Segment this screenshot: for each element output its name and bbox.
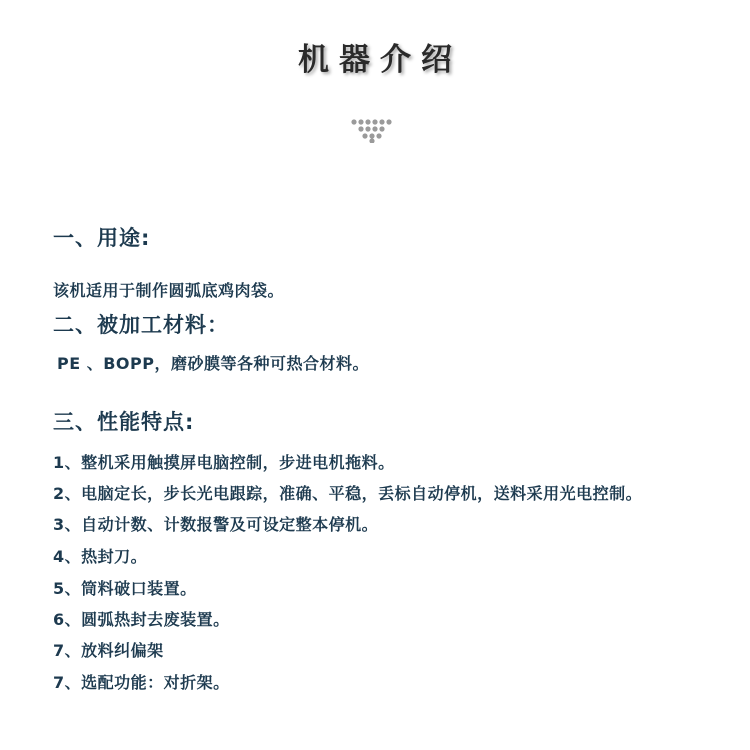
feature-item: 2、电脑定长，步长光电跟踪，准确、平稳，丢标自动停机，送料采用光电控制。 xyxy=(53,484,643,503)
usage-text: 该机适用于制作圆弧底鸡肉袋。 xyxy=(53,281,285,300)
dot-triangle-icon xyxy=(351,119,393,143)
feature-item: 4、热封刀。 xyxy=(53,547,148,566)
section-heading-material: 二、被加工材料： xyxy=(53,313,229,337)
feature-item: 6、圆弧热封去废装置。 xyxy=(53,610,230,629)
page-title: 机器介绍 xyxy=(298,42,462,78)
material-text: PE 、BOPP，磨砂膜等各种可热合材料。 xyxy=(57,354,369,373)
feature-item: 3、自动计数、计数报警及可设定整本停机。 xyxy=(53,515,379,534)
feature-item: 7、放料纠偏架 xyxy=(53,641,164,660)
section-heading-usage: 一、用途: xyxy=(53,226,151,250)
feature-item: 1、整机采用触摸屏电脑控制，步进电机拖料。 xyxy=(53,453,395,472)
section-heading-features: 三、性能特点: xyxy=(53,410,195,434)
feature-item: 5、筒料破口装置。 xyxy=(53,579,197,598)
feature-item: 7、选配功能：对折架。 xyxy=(53,673,230,692)
